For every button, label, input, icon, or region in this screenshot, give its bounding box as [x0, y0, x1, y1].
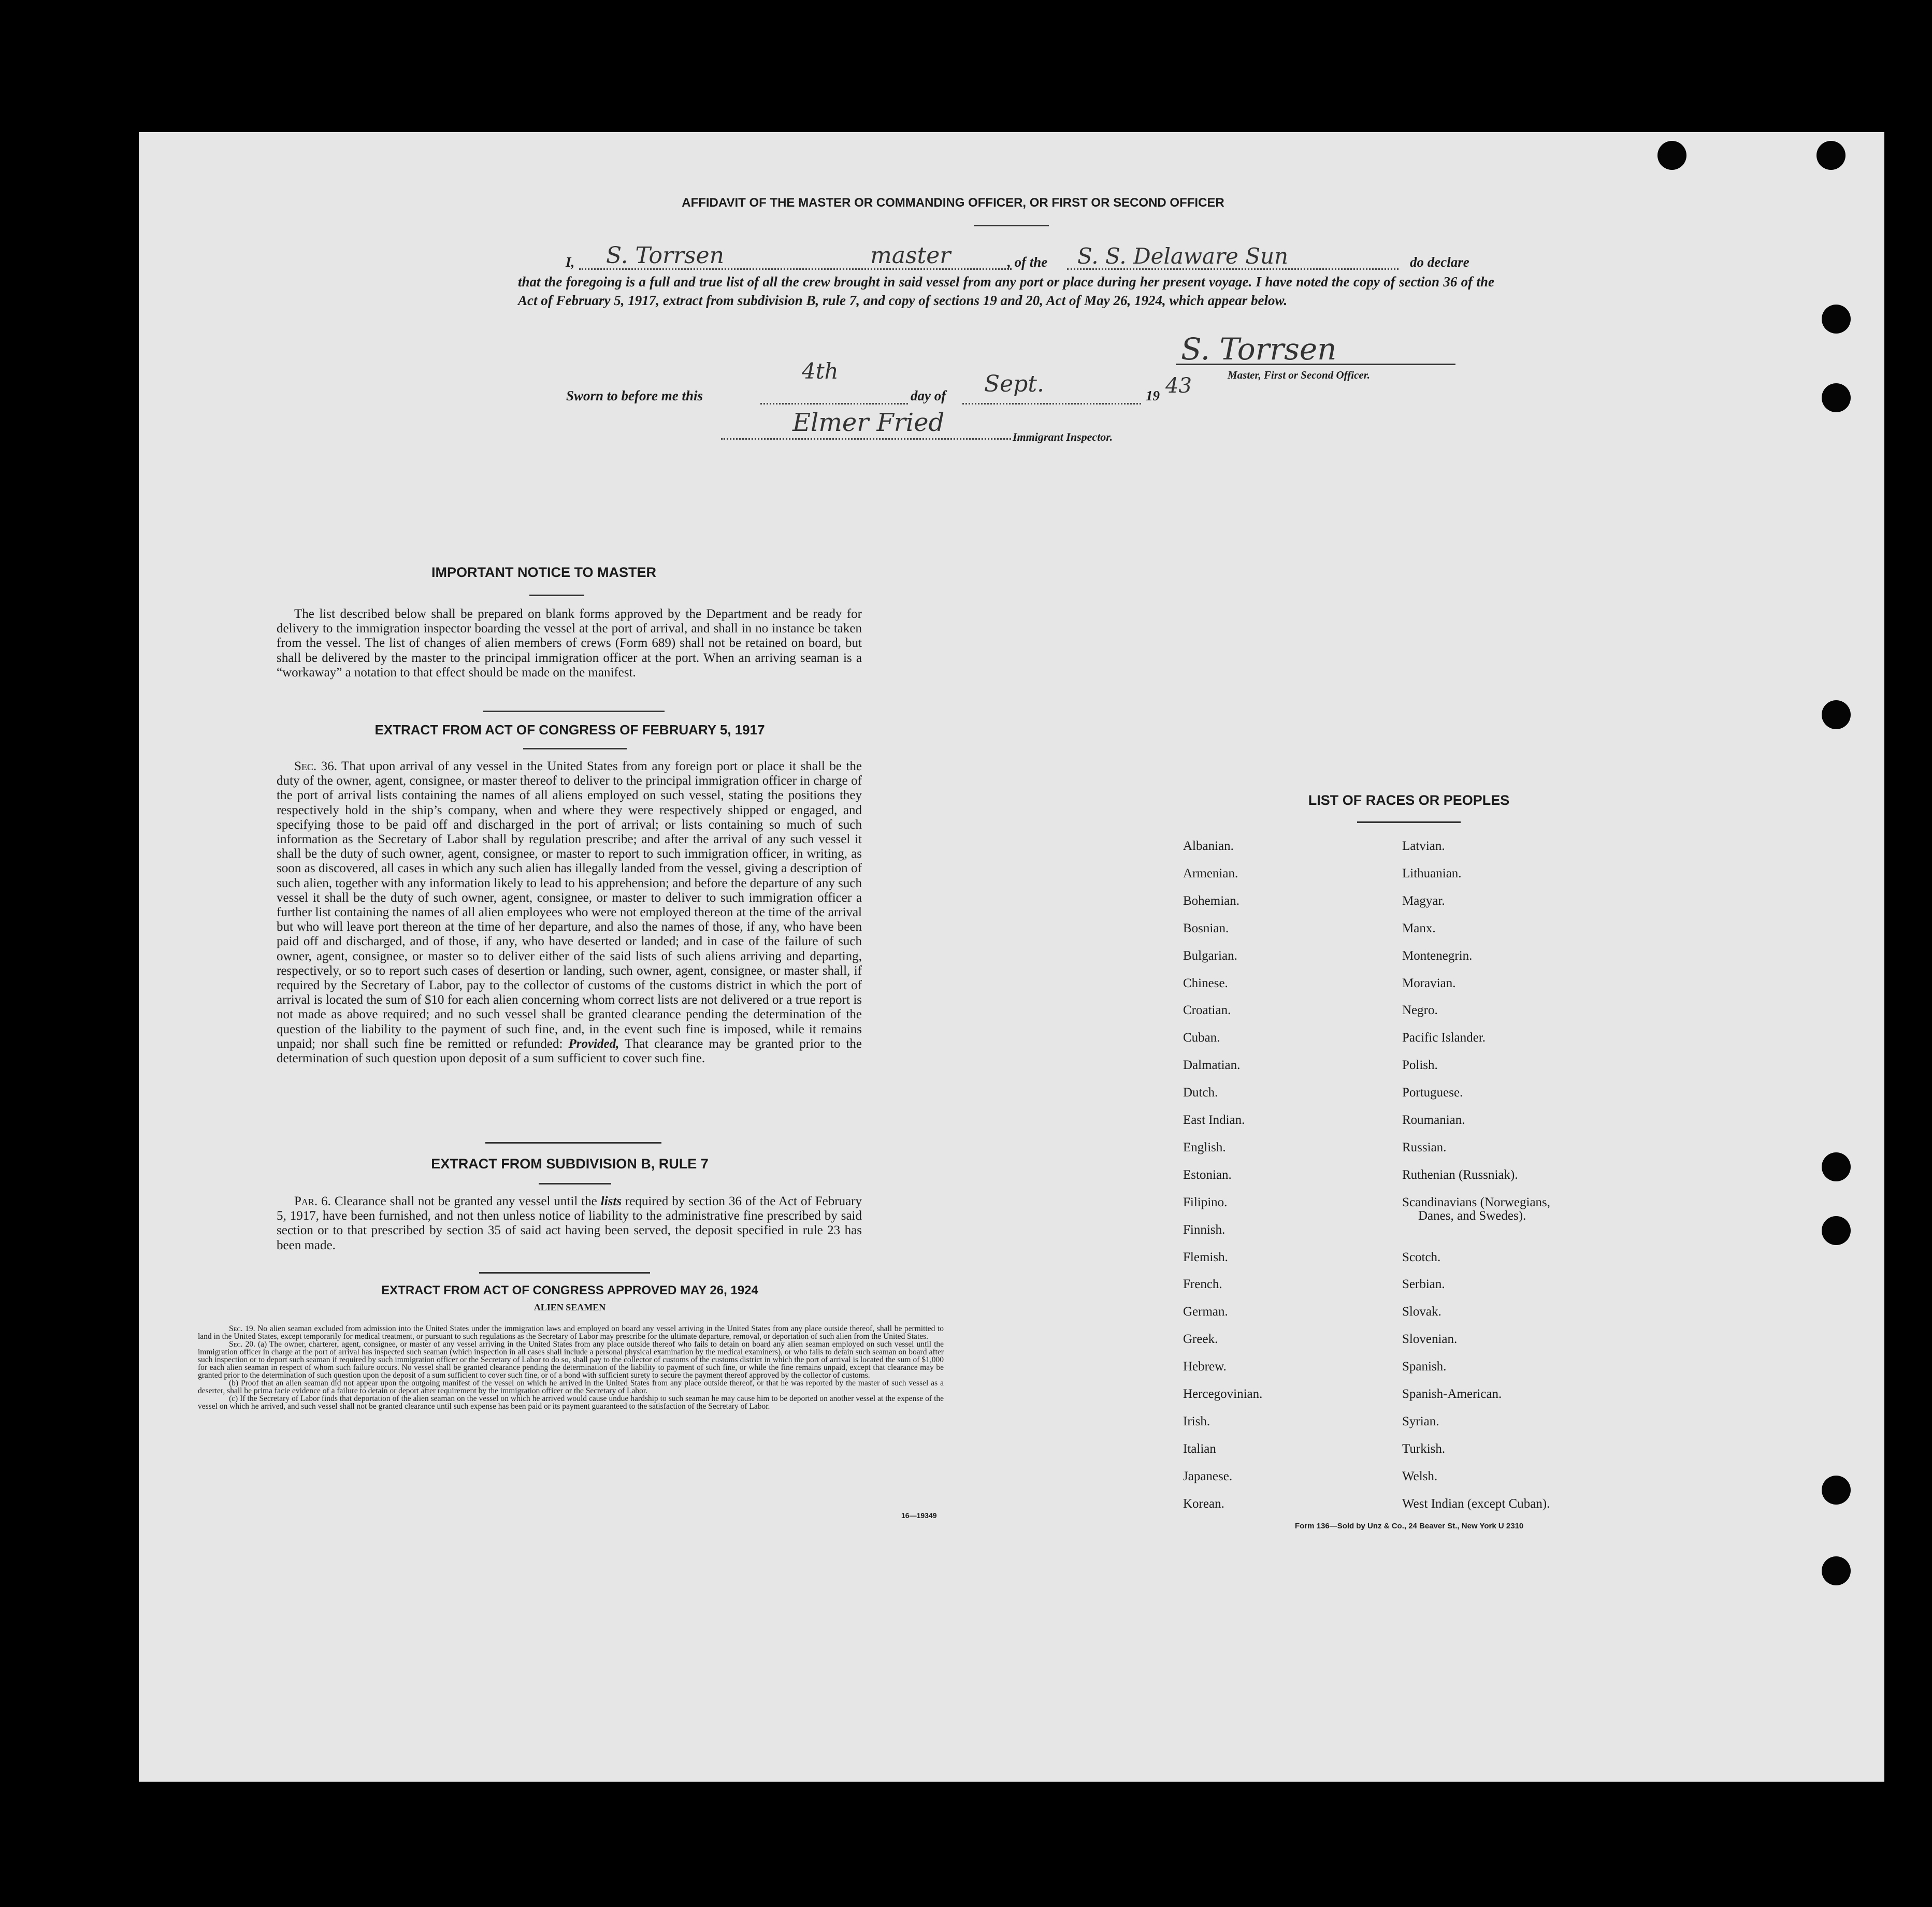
divider — [485, 1142, 661, 1144]
rule7-body-b: required by section 36 of the Act of February 5, 1917, have been furnished, and not then unless notice of liability to the administrative fine prescribed by said section or to that prescribed by section 35 of said act having been served, the deposit specified in rule 23 has been made. — [277, 1194, 862, 1252]
race-item: Korean. — [1183, 1496, 1224, 1511]
do-declare-label: do declare — [1410, 254, 1469, 270]
notice-title: IMPORTANT NOTICE TO MASTER — [431, 565, 656, 580]
race-item: Italian — [1183, 1441, 1216, 1456]
provided-label: Provided, — [568, 1036, 619, 1051]
rule7-body-a: Clearance shall not be granted any vessel until the — [334, 1194, 597, 1208]
extract-1917-text — [277, 759, 862, 1066]
race-item: Syrian. — [1402, 1414, 1439, 1428]
race-item: Irish. — [1183, 1414, 1210, 1428]
print-code: 16—19349 — [901, 1511, 937, 1520]
signature-line — [1176, 364, 1455, 365]
notice-text — [277, 607, 862, 680]
race-item: Russian. — [1402, 1140, 1447, 1154]
sec-20-label: Sec. 20. — [229, 1340, 255, 1349]
race-item: Scandinavians (Norwegians, — [1402, 1195, 1551, 1209]
month-handwritten: Sept. — [984, 371, 1045, 397]
race-item: Roumanian. — [1402, 1113, 1465, 1127]
race-item: Hebrew. — [1183, 1360, 1227, 1374]
races-title: LIST OF RACES OR PEOPLES — [1308, 792, 1510, 808]
race-item: Montenegrin. — [1402, 948, 1473, 963]
inspector-signature-handwritten: Elmer Fried — [792, 408, 945, 437]
race-item: Serbian. — [1402, 1277, 1445, 1292]
divider — [1357, 821, 1461, 823]
race-item: Danes, and Swedes). — [1418, 1208, 1526, 1223]
master-signature-handwritten: S. Torrsen — [1181, 331, 1337, 367]
sec-20c-paragraph — [198, 1395, 944, 1410]
race-item: Greek. — [1183, 1332, 1218, 1347]
race-item: Dalmatian. — [1183, 1058, 1241, 1073]
race-item: Albanian. — [1183, 839, 1234, 853]
sworn-label: Sworn to before me this — [566, 388, 703, 403]
blank-line — [962, 403, 1141, 404]
race-item: Finnish. — [1183, 1222, 1225, 1237]
punch-hole — [1822, 1476, 1851, 1505]
race-item: Negro. — [1402, 1003, 1438, 1018]
race-item: Flemish. — [1183, 1250, 1228, 1264]
extract-1917-title: EXTRACT FROM ACT OF CONGRESS OF FEBRUARY 5, 1917 — [374, 722, 765, 738]
race-item: Slovak. — [1402, 1305, 1441, 1319]
race-item: Pacific Islander. — [1402, 1031, 1486, 1045]
race-item: Cuban. — [1183, 1031, 1220, 1045]
punch-hole — [1816, 141, 1846, 170]
race-item: Magyar. — [1402, 893, 1445, 908]
race-item: Scotch. — [1402, 1250, 1441, 1264]
divider — [539, 1183, 611, 1184]
race-item: Manx. — [1402, 921, 1436, 935]
divider — [523, 748, 627, 749]
punch-hole — [1822, 1152, 1851, 1181]
sec-36-end: That clearance may be granted prior to the determination of such question upon deposit of a sum sufficient to cover such fine. — [277, 1036, 862, 1066]
race-item: Moravian. — [1402, 976, 1456, 990]
blank-line — [721, 438, 1011, 440]
punch-hole — [1822, 1556, 1851, 1585]
punch-hole — [1822, 700, 1851, 729]
race-item: Bohemian. — [1183, 893, 1240, 908]
sec-20c-body: (c) If the Secretary of Labor finds that deportation of the alien seaman on the vessel on which he arrived would cause undue hardship to such seaman he may cause him to be deported on another vessel at the expense of the vessel on which he arrived, and such vessel shall not be granted clearance until such expense has been paid or its payment guaranteed to the satisfaction of the Secretary of Labor. — [198, 1394, 944, 1411]
par-6-label: Par. 6. — [294, 1194, 331, 1208]
year-prefix: 19 — [1146, 388, 1160, 403]
day-handwritten: 4th — [802, 358, 839, 384]
vessel-name-handwritten: S. S. Delaware Sun — [1077, 243, 1289, 269]
race-item: Lithuanian. — [1402, 866, 1462, 880]
race-item: Croatian. — [1183, 1003, 1231, 1018]
blank-line — [760, 403, 908, 404]
race-item: Latvian. — [1402, 839, 1445, 853]
sec-20b-body: (b) Proof that an alien seaman did not appear upon the outgoing manifest of the vessel on which he arrived in the United States from any place outside thereof, or that he was reported by the master of such vessel as a deserter, shall be prima facie evidence of a failure to detain or deport after requirement by the immigration officer or the Secretary of Labor. — [198, 1379, 944, 1395]
sec-19-body: No alien seaman excluded from admission into the United States under the immigration laws and employed on board any vessel arriving in the United States from any place outside thereof, shall be permitted to land in the United States, except temporarily for medical treatment, or pursuant to such regulations as the Secretary of Labor may prescribe for the ultimate departure, removal, or deportation of such alien from the United States. — [198, 1324, 944, 1341]
master-name-handwritten: S. Torrsen — [606, 242, 724, 269]
rule7-title: EXTRACT FROM SUBDIVISION B, RULE 7 — [431, 1156, 709, 1172]
race-item: Bosnian. — [1183, 921, 1229, 935]
signature-caption: Master, First or Second Officer. — [1228, 369, 1370, 381]
lists-word: lists — [600, 1194, 622, 1208]
race-item: Filipino. — [1183, 1195, 1228, 1209]
day-of-label: day of — [911, 388, 946, 403]
race-item: Japanese. — [1183, 1469, 1233, 1483]
race-item: Armenian. — [1183, 866, 1238, 880]
race-item: German. — [1183, 1305, 1228, 1319]
race-item: Dutch. — [1183, 1086, 1218, 1100]
extract-1924-text — [198, 1325, 944, 1410]
race-item: West Indian (except Cuban). — [1402, 1496, 1550, 1511]
position-handwritten: master — [870, 242, 951, 269]
punch-hole — [1822, 1216, 1851, 1245]
sec-20a-body: (a) The owner, charterer, agent, consignee, or master of any vessel arriving in the United States from any place outside thereof who fails to detain on board any alien seaman employed on such vessel until the immigration officer in charge at the port of arrival has inspected such seaman (which inspection in all cases shall include a personal physical examination by the medical examiners), or who fails to detain such seaman on board after such inspection or to deport such seaman if required by such immigration officer or the Secretary of Labor to do so, shall pay to the collector of customs of the customs district in which the port of arrival is located the sum of $1,000 for each alien seaman in respect of whom such failure occurs. No vessel shall be granted clearance pending the determination of the liability to payment of such fine, or while the fine remains unpaid, except that clearance may be granted prior to the determination of such question upon the deposit of a sum sufficient to cover such fine, or of a bond with sufficient surety to secure the payment thereof approved by the collector of customs. — [198, 1340, 944, 1380]
race-item: Polish. — [1402, 1058, 1438, 1073]
rule7-text — [277, 1194, 862, 1253]
affidavit-declaration: that the foregoing is a full and true list of all the crew brought in said vessel from any port or place during her present voyage. I have noted the copy of section 36 of the Act of February 5, 1917, extract from subdivision B, rule 7, and copy of sections 19 and 20, Act of May 26, 1924, which appear below. — [518, 274, 1494, 308]
affidavit-i: I, — [566, 254, 575, 270]
sec-36-label: Sec. 36. — [294, 759, 337, 773]
race-item: Portuguese. — [1402, 1086, 1463, 1100]
sec-19-paragraph — [198, 1325, 944, 1340]
race-item: Spanish-American. — [1402, 1387, 1502, 1401]
race-item: Spanish. — [1402, 1360, 1447, 1374]
affidavit-title: AFFIDAVIT OF THE MASTER OR COMMANDING OFFICER, OR FIRST OR SECOND OFFICER — [682, 196, 1224, 210]
race-item: Slovenian. — [1402, 1332, 1458, 1347]
divider — [529, 595, 584, 596]
punch-hole — [1822, 383, 1851, 412]
sec-20a-paragraph — [198, 1340, 944, 1379]
form-footer: Form 136—Sold by Unz & Co., 24 Beaver St., New York U 2310 — [1295, 1522, 1524, 1530]
race-item: Hercegovinian. — [1183, 1387, 1263, 1401]
sec-20b-paragraph — [198, 1379, 944, 1395]
race-item: East Indian. — [1183, 1113, 1245, 1127]
race-item: Ruthenian (Russniak). — [1402, 1167, 1518, 1182]
alien-seamen-subtitle: ALIEN SEAMEN — [534, 1302, 606, 1312]
race-item: Welsh. — [1402, 1469, 1438, 1483]
sec-19-label: Sec. 19. — [229, 1324, 255, 1333]
notice-body: The list described below shall be prepared on blank forms approved by the Department and be ready for delivery to the immigration inspector boarding the vessel at the port of arrival, and shall in no instance be taken from the vessel. The list of changes of alien members of crews (Form 689) shall not be retained on board, but shall be delivered by the master to the principal immigration officer at the port. When an arriving seaman is a “workaway” a notation to that effect should be made on the manifest. — [277, 607, 862, 680]
sec-36-body: That upon arrival of any vessel in the United States from any foreign port or place it shall be the duty of the owner, agent, consignee, or master thereof to deliver to the principal immigration officer in charge of the port of arrival lists containing the names of all aliens employed on such vessel, stating the positions they respectively hold in the ship’s company, when and where they were respectively shipped or engaged, and specifying those to be paid off and discharged in the port of arrival; or lists containing so much of such information as the Secretary of Labor shall by regulation prescribe; and after the arrival of any such vessel it shall be the duty of such owner, agent, consignee, or master to report to such immigration officer, in writing, as soon as discovered, all cases in which any such alien has illegally landed from the vessel, giving a description of such alien, together with any information likely to lead to his apprehension; and before the departure of any such vessel it shall be the duty of such owner, agent, consignee, or master to deliver to such immigration officer a further list containing the names of all alien employees who were not employed thereon at the time of the arrival but who will leave port thereon at the time of her departure, and also the names of those, if any, who have been paid off and discharged, and of those, if any, who have deserted or landed; and in case of the failure of such owner, agent, consignee, or master so to deliver either of the said lists of such aliens arriving and departing, respectively, or so to report such cases of desertion or landing, such owner, agent, consignee, or master shall, if required by the Secretary of Labor, pay to the collector of customs of the customs district in which the port of arrival is located the sum of $10 for each alien concerning whom correct lists are not delivered or a true report is not made as above required; and no such vessel shall be granted clearance pending the determination of the question of the liability to the payment of such fine, and, in the event such fine is imposed, while it remains unpaid; nor shall such fine be remitted or refunded: — [277, 759, 862, 1051]
punch-hole — [1822, 305, 1851, 334]
extract-1924-title: EXTRACT FROM ACT OF CONGRESS APPROVED MAY 26, 1924 — [381, 1283, 758, 1297]
punch-hole — [1657, 141, 1686, 170]
race-item: English. — [1183, 1140, 1226, 1154]
of-the-label: , of the — [1007, 254, 1048, 270]
race-item: Turkish. — [1402, 1441, 1446, 1456]
inspector-caption: Immigrant Inspector. — [1013, 430, 1113, 443]
race-item: Estonian. — [1183, 1167, 1232, 1182]
divider — [479, 1272, 650, 1274]
year-handwritten: 43 — [1165, 374, 1192, 398]
race-item: Bulgarian. — [1183, 948, 1237, 963]
divider — [974, 225, 1049, 226]
race-item: Chinese. — [1183, 976, 1228, 990]
race-item: French. — [1183, 1277, 1222, 1292]
divider — [483, 711, 665, 712]
